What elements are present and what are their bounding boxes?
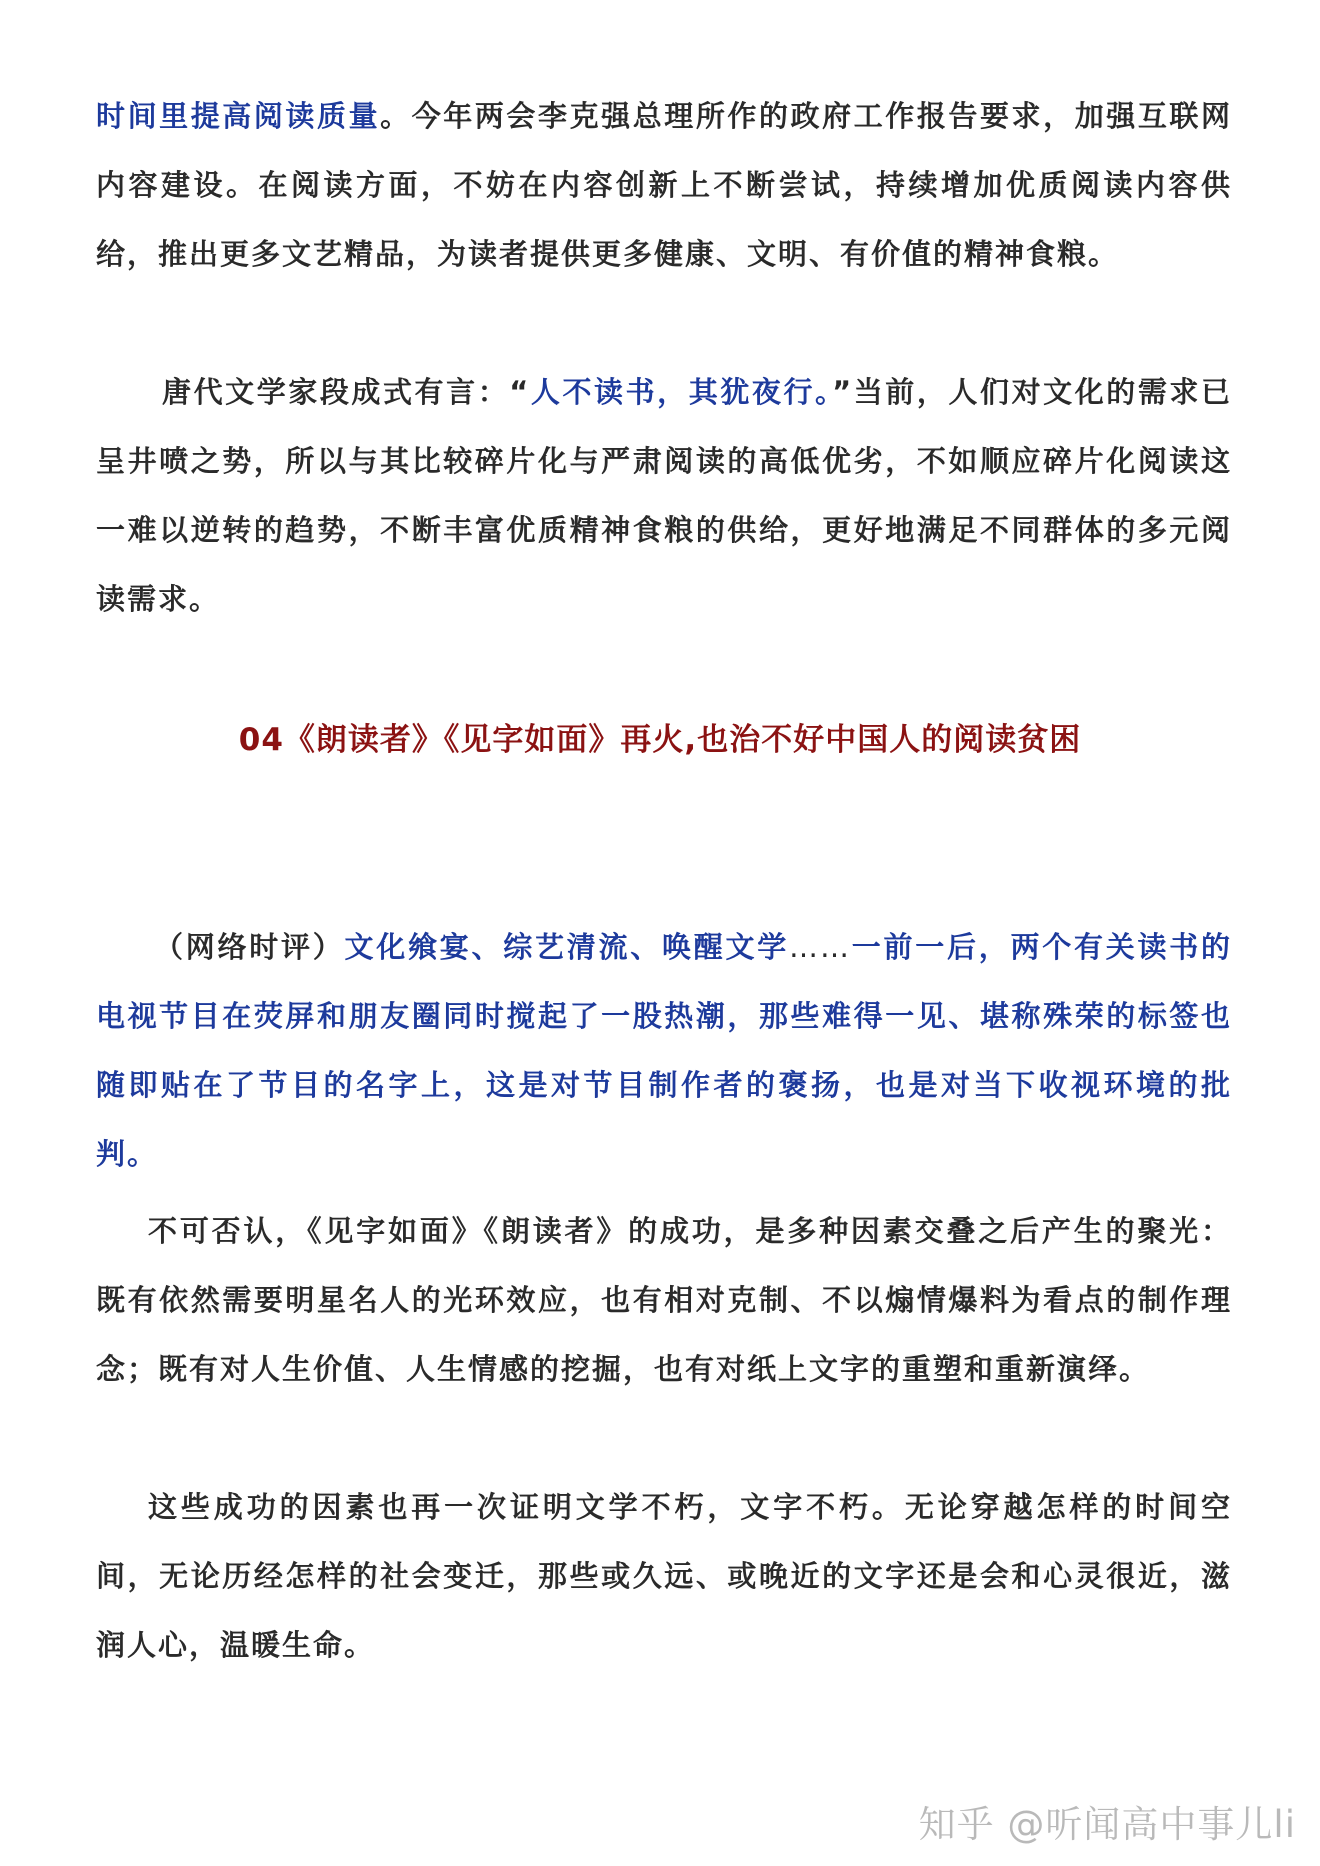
paragraph-text: 。今年两会李克强总理所作的政府工作报告要求，加强互联网内容建设。在阅读方面，不妨在内容创新上不断尝试，持续增加优质阅读内容供给，推出更多文艺精品，为读者提供更多健康、文明、有价值的精神食粮。	[96, 99, 1232, 271]
source-label: （网络时评）	[154, 930, 345, 964]
paragraph-online-review	[96, 913, 1232, 1189]
highlight-text: 文化飨宴、综艺清流、唤醒文学	[344, 930, 789, 964]
paragraph-success-factors: 不可否认，《见字如面》《朗读者》的成功，是多种因素交叠之后产生的聚光：既有依然需要明星名人的光环效应，也有相对克制、不以煽情爆料为看点的制作理念；既有对人生价值、人生情感的挖掘，也有对纸上文字的重塑和重新演绎。	[96, 1214, 1232, 1386]
paragraph-intro: 唐代文学家段成式有言：“	[162, 375, 531, 409]
paragraph-text: 一前一后，两个有关读书的电视节目在荧屏和朋友圈同时搅起了一股热潮，那些难得一见、堪称殊荣的标签也随即贴在了节目的名字上，这是对节目制作者的褒扬，也是对当下收视环境的批判。	[96, 930, 1232, 1171]
paragraph-literature-immortal: 这些成功的因素也再一次证明文学不朽，文字不朽。无论穿越怎样的时间空间，无论历经怎样的社会变迁，那些或久远、或晚近的文字还是会和心灵很近，滋润人心，温暖生命。	[96, 1490, 1232, 1662]
highlight-text: 时间里提高阅读质量	[96, 99, 381, 133]
section-heading: 04《朗读者》《见字如面》再火,也治不好中国人的阅读贫困	[238, 722, 1082, 758]
paragraph-text: ”当前，人们对文化的需求已呈井喷之势，所以与其比较碎片化与严肃阅读的高低优劣，不如顺应碎片化阅读这一难以逆转的趋势，不断丰富优质精神食粮的供给，更好地满足不同群体的多元阅读需求。	[96, 375, 1232, 616]
quote-text: 人不读书，其犹夜行。	[530, 375, 833, 409]
paragraph-reading-quality	[96, 82, 1232, 289]
zhihu-watermark: 知乎 @听闻高中事儿li	[918, 1803, 1296, 1846]
ellipsis: ……	[788, 930, 851, 964]
paragraph-tang-quote	[96, 358, 1232, 634]
